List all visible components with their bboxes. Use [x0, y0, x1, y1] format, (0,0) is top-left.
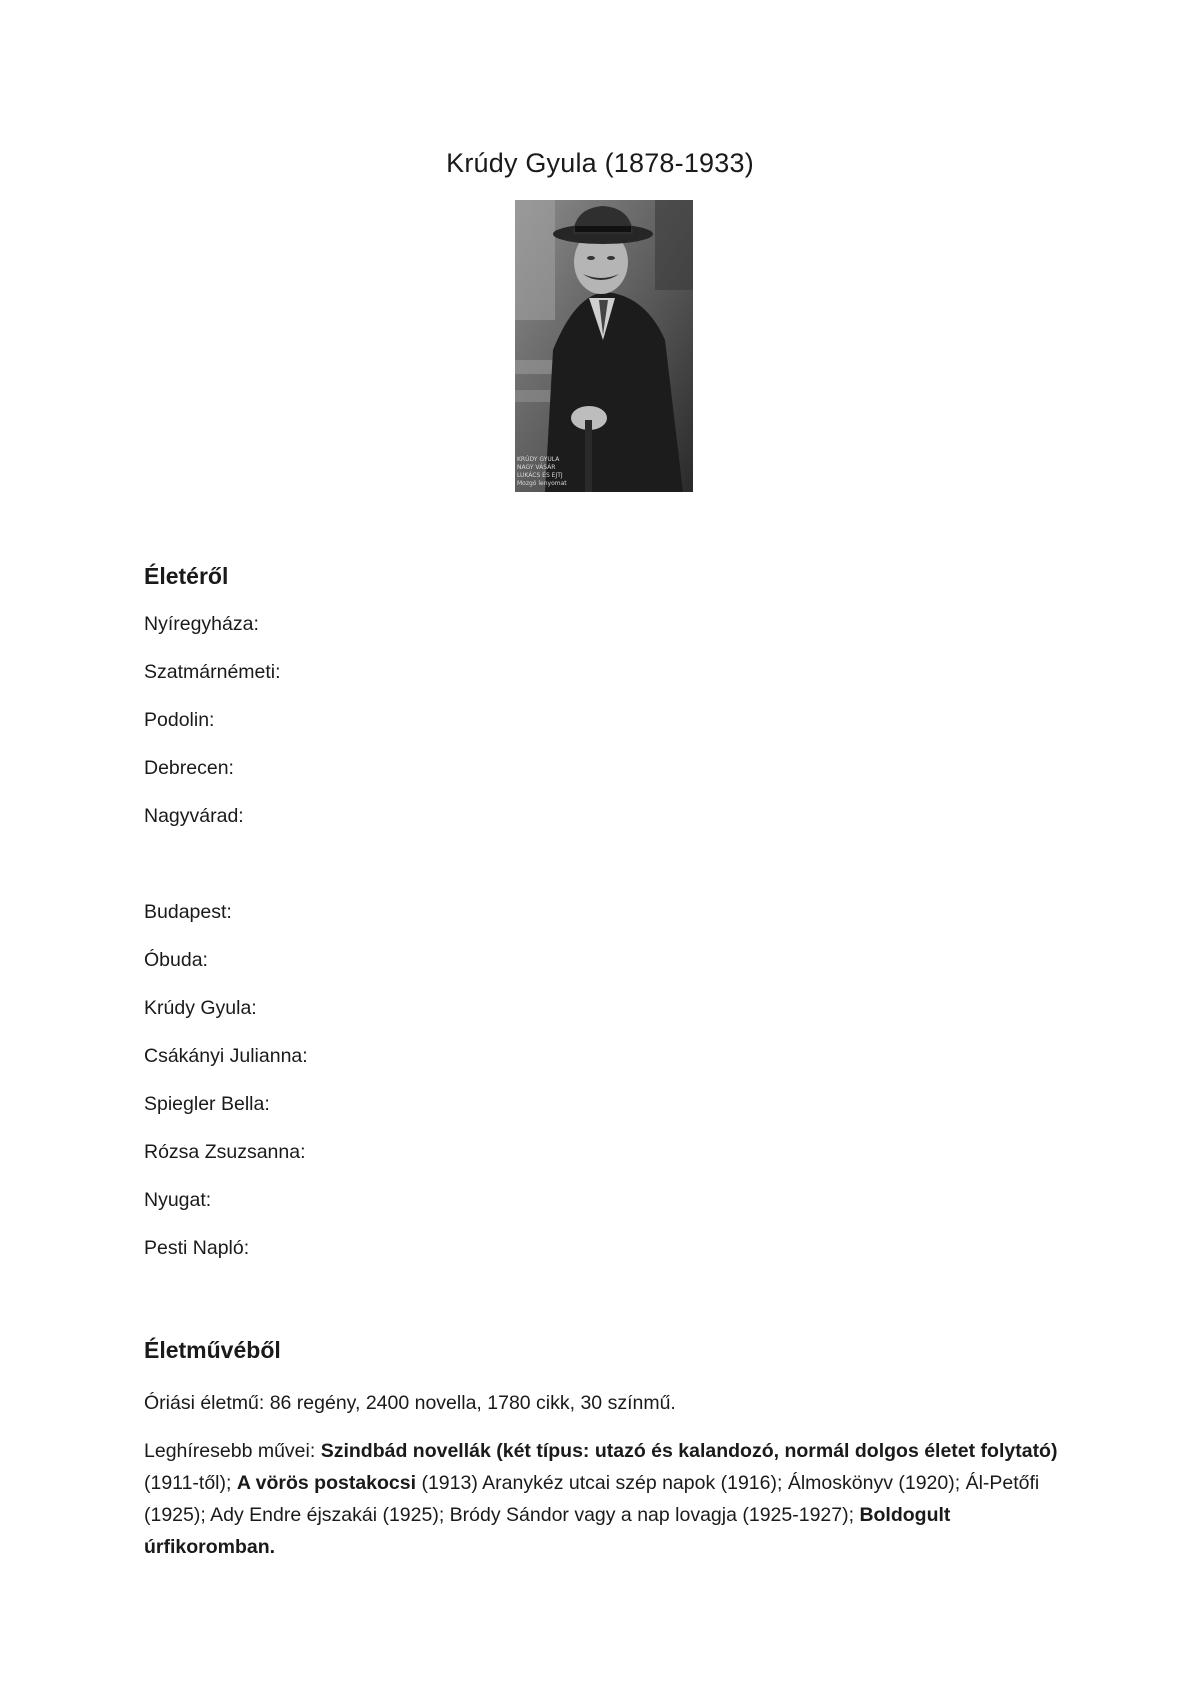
portrait-caption	[515, 456, 595, 488]
list-item: Csákányi Julianna:	[144, 1045, 308, 1067]
list-item: Rózsa Zsuzsanna:	[144, 1141, 306, 1163]
famous-works-text: (1911-től);	[144, 1472, 237, 1494]
famous-works-paragraph	[144, 1435, 1064, 1563]
famous-works-text: (1913) Aranykéz utcai szép napok (1916); Álmoskönyv (1920); Ál-Petőfi (1925); Ady Endre éjszakái (1925); Bródy Sándor vagy a nap lovagja (1925-1927);	[144, 1472, 1040, 1526]
list-item: Pesti Napló:	[144, 1237, 250, 1259]
list-item: Krúdy Gyula:	[144, 997, 257, 1019]
caption-line: NAGY VÁSÁR	[517, 464, 556, 471]
caption-line: Mozgó lenyomat	[517, 480, 567, 487]
famous-work-bold: Szindbád novellák (két típus: utazó és kalandozó, normál dolgos életet folytató)	[320, 1440, 1058, 1462]
list-item: Nyíregyháza:	[144, 613, 259, 635]
work-section-heading: Életművéből	[144, 1337, 281, 1363]
list-item: Debrecen:	[144, 757, 234, 779]
famous-work-bold: Boldogult úrfikoromban.	[144, 1504, 951, 1558]
caption-line: KRÚDY GYULA	[517, 456, 560, 463]
famous-work-bold: A vörös postakocsi	[236, 1472, 417, 1494]
portrait-image	[515, 200, 693, 492]
list-item: Óbuda:	[144, 949, 208, 971]
list-item: Nagyvárad:	[144, 805, 244, 827]
life-section-heading: Életéről	[144, 563, 229, 589]
life-places-list	[144, 612, 308, 1284]
list-item: Nyugat:	[144, 1189, 212, 1211]
list-item: Spiegler Bella:	[144, 1093, 270, 1115]
list-item: Szatmárnémeti:	[144, 661, 281, 683]
author-portrait	[515, 200, 693, 492]
page-title: Krúdy Gyula (1878-1933)	[446, 148, 754, 178]
famous-works-label: Leghíresebb művei:	[144, 1440, 321, 1462]
caption-line: LUKÁCS ÉS EJTJ	[517, 472, 563, 479]
list-item: Podolin:	[144, 709, 215, 731]
list-item: Budapest:	[144, 901, 232, 923]
oeuvre-paragraph: Óriási életmű: 86 regény, 2400 novella, 1780 cikk, 30 színmű.	[144, 1392, 676, 1414]
